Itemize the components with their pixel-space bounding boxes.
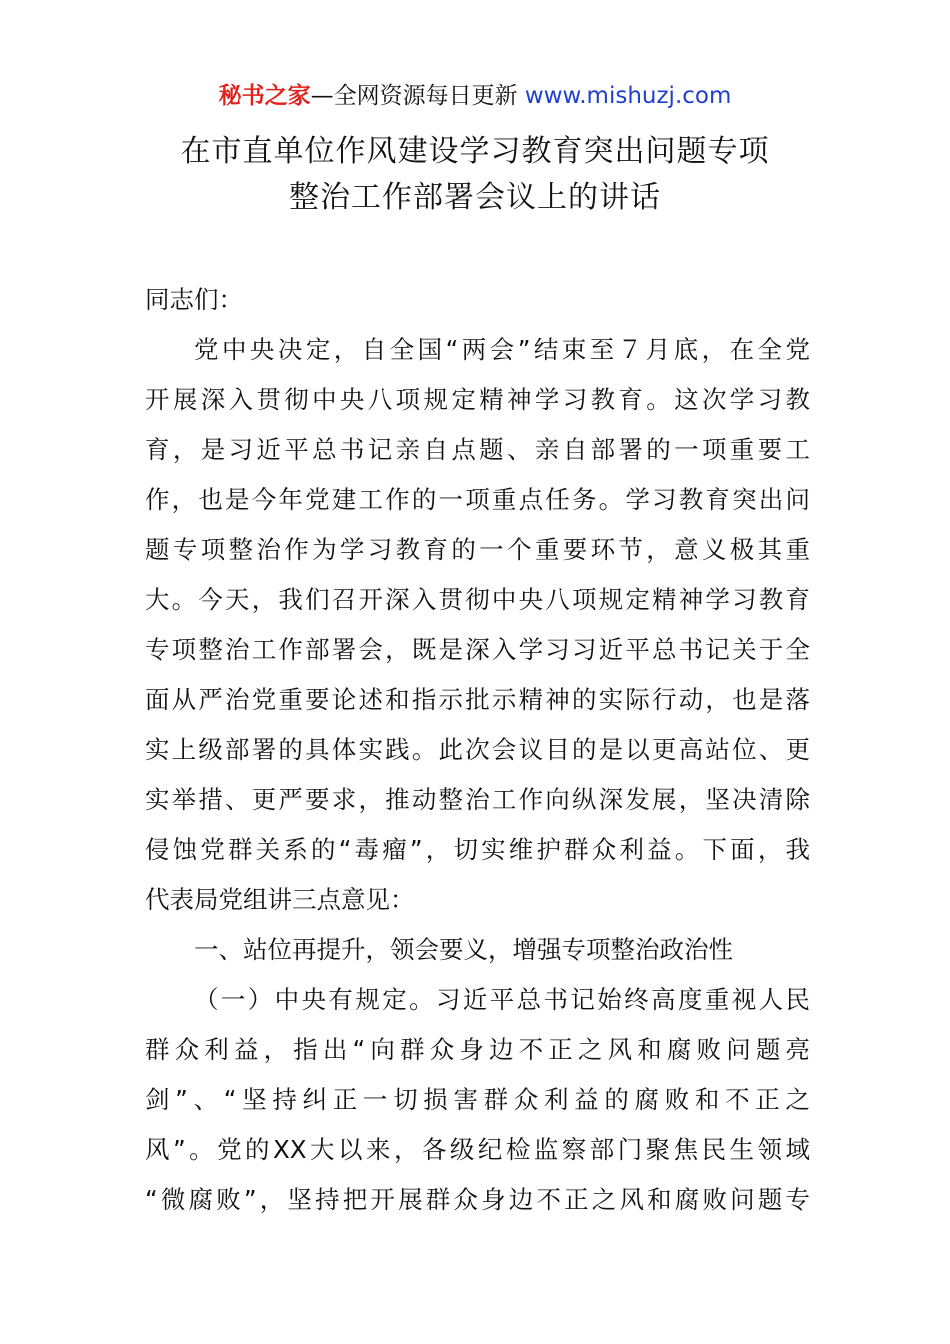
site-header [0,80,950,112]
body-line: 面从严治党重要论述和指示批示精神的实际行动，也是落 [145,685,810,714]
body-line: 大。今天，我们召开深入贯彻中央八项规定精神学习教育 [145,585,810,614]
body-line: 实上级部署的具体实践。此次会议目的是以更高站位、更 [145,735,810,764]
body-line: 代表局党组讲三点意见： [145,885,415,914]
body-line: 实举措、更严要求，推动整治工作向纵深发展，坚决清除 [145,785,810,814]
section-heading: 一、站位再提升，领会要义，增强专项整治政治性 [194,935,733,964]
document-body [145,275,810,1225]
body-line: （一）中央有规定。习近平总书记始终高度重视人民 [194,985,810,1014]
body-line: 侵蚀党群关系的“毒瘤”，切实维护群众利益。下面，我 [145,835,810,864]
body-line: 开展深入贯彻中央八项规定精神学习教育。这次学习教 [145,385,810,414]
body-line: 党中央决定，自全国“两会”结束至７月底，在全党 [194,335,810,364]
body-line: 育，是习近平总书记亲自点题、亲自部署的一项重要工 [145,435,810,464]
body-line: 剑”、“坚持纠正一切损害群众利益的腐败和不正之 [145,1085,810,1114]
site-tagline: —全网资源每日更新 [310,83,518,109]
salutation: 同志们： [145,285,243,314]
body-line: “微腐败”，坚持把开展群众身边不正之风和腐败问题专 [145,1185,810,1214]
site-brand: 秘书之家 [218,83,311,109]
site-url-link[interactable]: www.mishuzj.com [524,83,732,109]
document-title-line-1: 在市直单位作风建设学习教育突出问题专项 [180,134,770,169]
body-line: 题专项整治作为学习教育的一个重要环节，意义极其重 [145,535,810,564]
document-title-line-2: 整治工作部署会议上的讲话 [289,180,661,215]
body-line: 专项整治工作部署会，既是深入学习习近平总书记关于全 [145,635,810,664]
body-line: 群众利益，指出“向群众身边不正之风和腐败问题亮 [145,1035,810,1064]
body-line: 风”。党的XX大以来，各级纪检监察部门聚焦民生领域 [145,1135,810,1164]
body-line: 作，也是今年党建工作的一项重点任务。学习教育突出问 [145,485,810,514]
